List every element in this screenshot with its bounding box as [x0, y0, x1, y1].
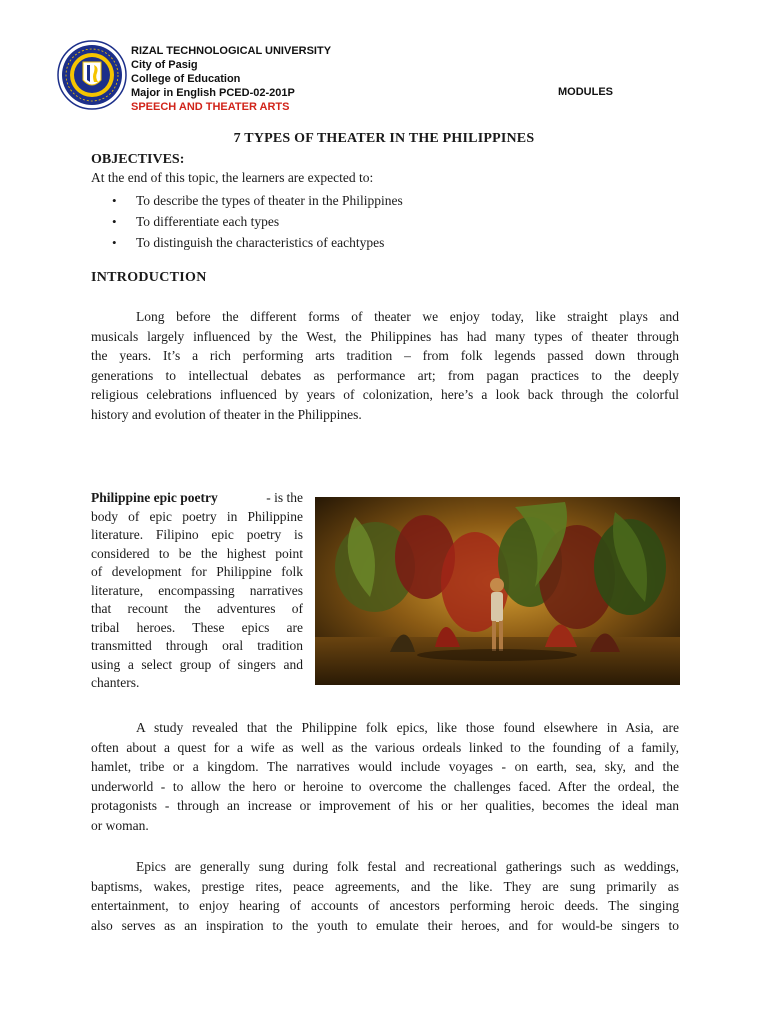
text-line: literature, encompassing narratives: [91, 582, 303, 598]
university-name: RIZAL TECHNOLOGICAL UNIVERSITY: [131, 45, 332, 57]
college-name: College of Education: [131, 73, 241, 85]
text-line: often about a quest for a wife as well as the various ordeals linked to the founding of a family,: [91, 739, 679, 755]
list-item: • To describe the types of theater in the Philippines: [112, 190, 403, 211]
epic-term: Philippine epic poetry: [91, 490, 218, 505]
sung-paragraph: [91, 857, 679, 935]
theater-performance-photo: [315, 497, 680, 685]
text-line: Epics are generally sung during folk festal and recreational gatherings such as weddings,: [136, 859, 679, 874]
text-line: history and evolution of theater in the Philippines.: [91, 406, 362, 422]
text-line: chanters.: [91, 675, 140, 690]
text-line: underworld - to allow the hero or heroine to overcome the challenges faced. After the ordeal, the: [91, 778, 679, 794]
text-line: considered to be the highest point: [91, 545, 303, 561]
city-name: City of Pasig: [131, 59, 198, 71]
text-line: using a select group of singers and: [91, 656, 303, 672]
text-line: baptisms, wakes, prestige rites, peace agreements, and the like. They are sung primarily as: [91, 878, 679, 894]
text-line: musicals largely influenced by the West, the Philippines has had many types of theater through: [91, 328, 679, 344]
modules-label: MODULES: [558, 86, 613, 98]
epic-term-suffix: - is the: [266, 490, 303, 505]
text-line: that recount the adventures of: [91, 601, 303, 616]
objectives-heading: OBJECTIVES:: [91, 152, 185, 167]
text-line: A study revealed that the Philippine folk epics, like those found elsewhere in Asia, are: [136, 720, 679, 735]
introduction-heading: INTRODUCTION: [91, 270, 207, 285]
page-title: 7 TYPES OF THEATER IN THE PHILIPPINES: [233, 131, 535, 146]
text-line: Long before the different forms of theater we enjoy today, like straight plays and: [136, 309, 679, 324]
text-line: generations to intellectual debates as performance art; from pagan practices to the deeply: [91, 367, 679, 383]
text-line: religious celebrations influenced by years of colonization, here’s a look back through the colorful: [91, 387, 679, 402]
text-line: entertainment, to enjoy hearing of accounts of ancestors performing heroic deeds. The singing: [91, 898, 679, 913]
objectives-list: [112, 190, 403, 253]
text-line: the years. It’s a rich performing arts tradition – from folk legends passed down through: [91, 348, 679, 363]
course-code: Major in English PCED-02-201P: [131, 87, 295, 99]
study-paragraph: [91, 718, 679, 835]
list-item: • To distinguish the characteristics of eachtypes: [112, 232, 403, 253]
header-block: [131, 44, 331, 114]
text-line: transmitted through oral tradition: [91, 638, 303, 653]
text-line: body of epic poetry in Philippine: [91, 508, 303, 524]
epic-poetry-description: [91, 489, 303, 693]
university-seal-icon: [57, 40, 127, 110]
text-line: or woman.: [91, 817, 149, 833]
text-line: [91, 489, 303, 508]
text-line: literature. Filipino epic poetry is: [91, 527, 303, 542]
list-item: • To differentiate each types: [112, 211, 403, 232]
text-line: hamlet, tribe or a kingdom. The narratives would include voyages - on earth, sea, sky, and the: [91, 759, 679, 774]
text-line: also serves as an inspiration to the youth to emulate their heroes, and for would-be singers to: [91, 917, 679, 933]
subject-name: SPEECH AND THEATER ARTS: [131, 101, 290, 113]
text-line: protagonists - through an increase or improvement of his or her qualities, becomes the ideal man: [91, 798, 679, 813]
objectives-intro: At the end of this topic, the learners are expected to:: [91, 170, 374, 185]
text-line: tribal heroes. These epics are: [91, 619, 303, 635]
text-line: of development for Philippine folk: [91, 564, 303, 579]
introduction-paragraph: [91, 307, 679, 424]
